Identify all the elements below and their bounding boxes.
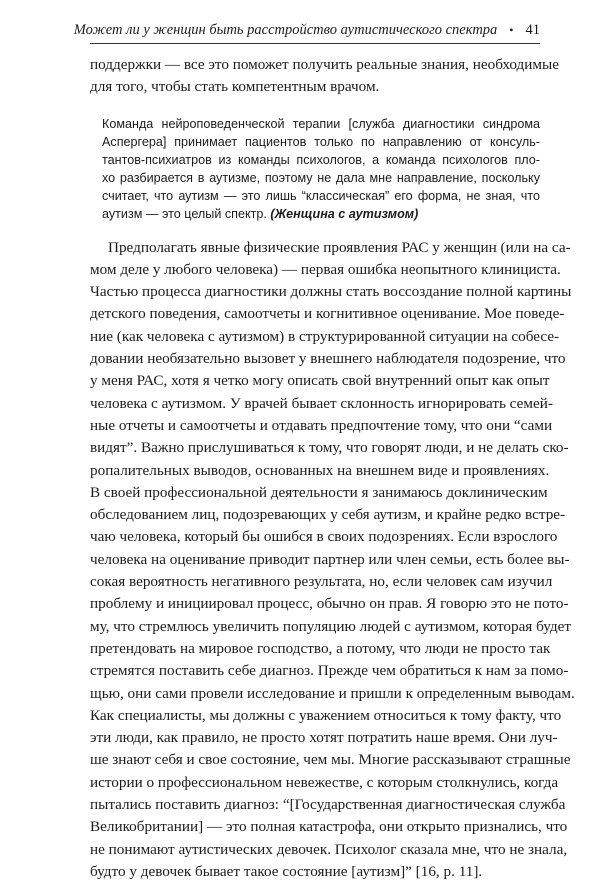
text-line: довании необязательно вызовет у внешнего наблюдателя подозрение, что — [90, 350, 566, 368]
quote-line: аутизм — это целый спектр. — [102, 206, 267, 221]
text-line: будто у девочек бывает такое состояние [аутизм]” [16, p. 11]. — [90, 862, 483, 880]
text-line: человека с аутизмом. У врачей бывает склонность игнорировать семей- — [90, 394, 553, 412]
text-line: человека на оценивание приводит партнер или член семьи, есть более вы- — [90, 550, 570, 568]
text-line: ние (как человека с аутизмом) в структурированной ситуации на собесе- — [90, 327, 560, 345]
text-line: претендовать на мировое господство, а потому, что люди не просто так — [90, 639, 551, 657]
text-line: проблему и инициировал процесс, обычно он прав. Я говорю это не пото- — [90, 595, 569, 613]
text-line: видят”. Важно прислушиваться к тому, что говорят люди, и не делать ско- — [90, 439, 569, 457]
header-bullet: • — [509, 23, 514, 37]
running-header — [73, 22, 540, 44]
text-line: Великобритании] — это полная катастрофа, они открыто признались, что — [90, 818, 568, 836]
quote-attribution: (Женщина с аутизмом) — [270, 206, 419, 221]
quote-line: считает, что аутизм — это лишь “классическая” его форма, не зная, что — [102, 188, 540, 203]
text-line: Частью процесса диагностики должны стать воссоздание полной картины — [90, 283, 572, 301]
text-line: у меня РАС, хотя я четко могу описать свой внутренний опыт как опыт — [90, 372, 550, 390]
quote-line: Аспергера] принимает пациентов только по направлению от консуль- — [102, 134, 540, 149]
text-line: щью, они сами провели исследование и пришли к определенным выводам. — [90, 684, 575, 702]
text-line: истории о профессиональном невежестве, с которым столкнулись, когда — [90, 773, 559, 791]
text-line: ропалительных выводов, основанных на внешнем виде и проявлениях. — [90, 461, 550, 479]
text-line: В своей профессиональной деятельности я занимаюсь доклиническим — [90, 483, 548, 501]
text-line: пытались поставить диагноз: “[Государственная диагностическая служба — [90, 796, 566, 814]
text-line: эти люди, как правило, не просто хотят потратить наше время. Они луч- — [90, 729, 558, 747]
text-line: сокая вероятность негативного результата, но, если человек сам изучил — [90, 573, 553, 591]
quote-line: хо разбирается в аутизме, поэтому не дала мне направление, поскольку — [102, 170, 540, 185]
running-title: Может ли у женщин быть расстройство аутистического спектра — [73, 22, 498, 38]
quote-line: Команда нейроповеденческой терапии [служба диагностики синдрома — [102, 116, 540, 131]
text-line: му, что стремлюсь увеличить популяцию людей с аутизмом, которая будет — [90, 617, 571, 635]
text-line: Как специалисты, мы должны с уважением относиться к тому факту, что — [90, 706, 562, 724]
text-line: обследованием лиц, подозревающих у себя аутизм, и крайне редко встре- — [90, 506, 566, 524]
main-paragraph — [90, 237, 575, 883]
quote-line: тантов-психиатров из команды психологов, а команда психологов пло- — [102, 152, 540, 167]
intro-text — [90, 54, 559, 99]
text-line: чаю человека, который бы ошибся в своих подозрениях. Если взрослого — [90, 528, 558, 546]
text-line: не понимают аутистических девочек. Психолог сказала мне, что не знала, — [90, 840, 568, 858]
text-line: детского поведения, самоотчеты и когнитивное оценивание. Мое поведе- — [90, 305, 565, 323]
text-line: ные отчеты и самоотчеты и отдавать предпочтение тому, что они “сами — [90, 416, 553, 434]
page-number: 41 — [525, 22, 540, 38]
text-line: для того, чтобы стать компетентным врачом. — [90, 78, 380, 96]
text-line: Предполагать явные физические проявления РАС у женщин (или на са- — [108, 238, 571, 256]
text-line: ше знают себя и свое состояние, чем мы. Многие рассказывают страшные — [90, 751, 571, 769]
text-line: мом деле у любого человека) — первая ошибка неопытного клинициста. — [90, 260, 561, 278]
block-quote — [102, 115, 540, 223]
text-line: стремятся поставить себе диагноз. Прежде чем обратиться к нам за помо- — [90, 662, 569, 680]
text-line: поддержки — все это поможет получить реальные знания, необходимые — [90, 56, 559, 73]
quote-line-last — [102, 205, 540, 223]
